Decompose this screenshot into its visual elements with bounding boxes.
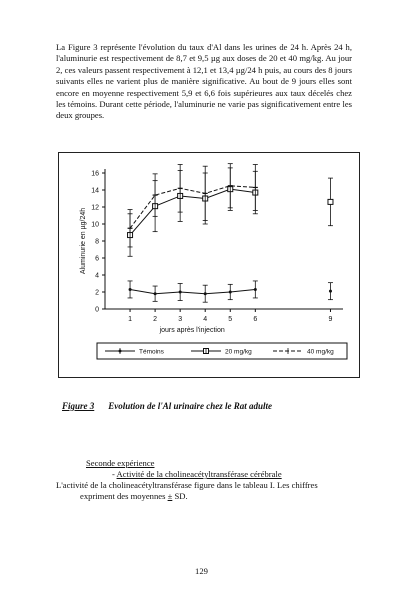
y-tick-label: 10 [91,221,99,229]
body-paragraph-2 [56,480,352,502]
x-tick-label: 5 [228,316,233,323]
data-point [329,290,332,293]
y-tick-label: 0 [95,306,99,314]
series-line [130,186,255,229]
series-line [130,289,255,293]
page-number: 129 [195,566,208,576]
data-point [254,288,257,291]
data-point [204,292,207,295]
y-tick-label: 16 [91,170,99,178]
legend-label: Témoins [139,348,164,356]
x-tick-label: 1 [128,316,133,323]
paragraph2-line2-start: expriment des moyennes [80,491,168,501]
data-point [229,291,232,294]
figure-label: Figure 3 [62,401,95,411]
x-tick-label: 3 [178,316,183,323]
y-tick-label: 4 [95,272,99,280]
y-tick-label: 2 [95,289,99,297]
figure-caption-text: Evolution de l'Al urinaire chez le Rat adulte [108,401,273,411]
y-tick-label: 14 [91,187,99,195]
data-point [328,199,333,204]
y-tick-label: 6 [95,255,99,263]
figure-caption [62,401,382,411]
aluminurie-chart [59,153,361,379]
x-tick-label: 9 [328,316,333,323]
chart-frame [58,152,360,378]
section-heading: Seconde expérience [86,458,155,468]
data-point [179,291,182,294]
y-axis-label: Aluminurie en µg/24h [80,207,87,275]
section-subheading [112,469,282,479]
subheading-text: Activité de la cholineacétyltransférase cérébrale [116,469,282,479]
x-tick-label: 6 [253,316,258,323]
paragraph2-line2 [56,491,352,502]
intro-paragraph: La Figure 3 représente l'évolution du taux d'Al dans les urines de 24 h. Après 24 h, l'aluminurie est respectivement de 8,7 et 9,5 µg aux doses de 20 et 40 mg/kg. Au jour 2, ces valeurs passent respectivement à 12,1 et 13,4 µg/24 h puis, au cours des 8 jours suivants elles ne varient plus de manière significative. Au bout de 9 jours elles sont encore en moyenne respectivement 5,9 et 6,6 fois supérieures aux taux décelés chez les témoins. Durant cette période, l'aluminurie ne varie pas significativement entre les deux groupes. [56,42,352,121]
x-tick-label: 2 [153,316,158,323]
data-point [154,292,157,295]
legend-label: 40 mg/kg [307,348,334,356]
data-point [129,288,132,291]
paragraph2-line1: L'activité de la cholineacétyltransférase figure dans le tableau I. Les chiffres [56,480,318,490]
paragraph2-line2-end: SD. [172,491,188,501]
x-axis-label: jours après l'injection [159,327,225,334]
legend-label: 20 mg/kg [225,348,252,356]
series-line [130,189,255,235]
y-tick-label: 12 [91,204,99,212]
x-tick-label: 4 [203,316,208,323]
plus-minus-symbol: ± [167,491,173,501]
y-tick-label: 8 [95,238,99,246]
subheading-prefix: - [112,469,117,479]
